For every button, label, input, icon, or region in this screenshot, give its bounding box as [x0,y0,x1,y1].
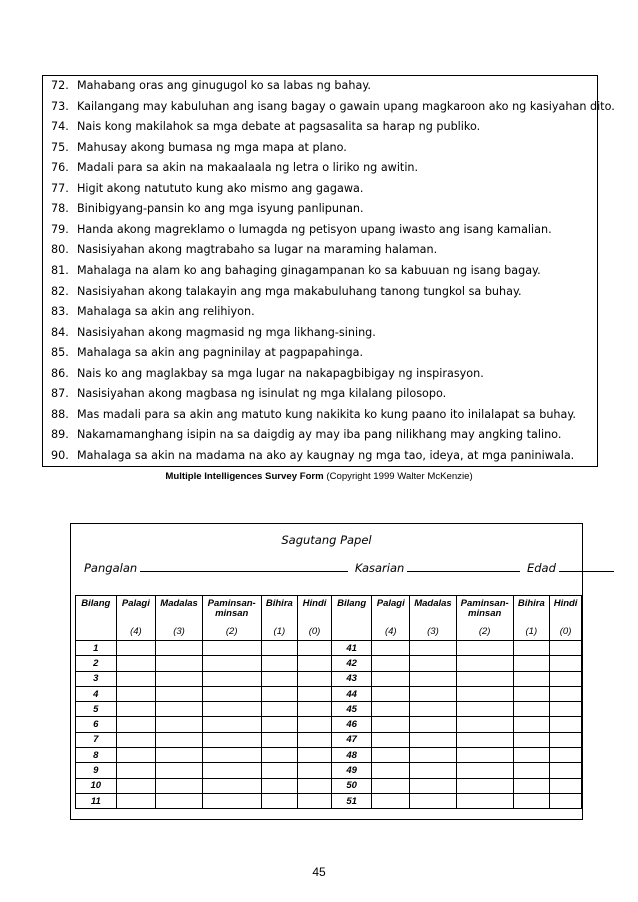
column-header [298,596,332,641]
answer-sheet-fields [84,560,617,575]
survey-item [51,202,364,216]
survey-item-number: 84. [51,325,69,339]
answer-cell[interactable] [550,732,582,747]
name-label: Pangalan [84,561,138,575]
column-header-label: Paminsan-minsan [207,598,256,619]
column-header [331,596,372,641]
answer-cell[interactable] [372,656,410,671]
column-header-label: Hindi [553,598,578,609]
survey-item-number: 88. [51,407,69,421]
column-header [456,596,513,641]
answer-cell[interactable] [156,656,203,671]
survey-item-number: 85. [51,346,69,360]
item-number-cell: 3 [76,671,117,686]
answer-cell[interactable] [298,656,332,671]
column-header-label: Bilang [337,598,367,609]
caption-copyright: (Copyright 1999 Walter McKenzie) [323,471,473,482]
survey-item-number: 78. [51,202,69,216]
survey-caption [0,471,638,482]
column-header-score: (1) [273,626,286,637]
answer-cell[interactable] [156,686,203,701]
survey-item-number: 80. [51,243,69,257]
answer-cell[interactable] [202,702,261,717]
table-row [76,656,582,671]
answer-cell[interactable] [202,641,261,656]
answer-cell[interactable] [410,641,457,656]
survey-item-text: Higit akong natututo kung ako mismo ang gagawa. [77,181,364,195]
item-number-cell: 5 [76,702,117,717]
answer-cell[interactable] [116,793,156,808]
survey-item-number: 87. [51,387,69,401]
table-row [76,671,582,686]
survey-item-text: Nasisiyahan akong magmasid ng mga likhang-sining. [77,325,376,339]
survey-item-text: Handa akong magreklamo o lumagda ng petisyon upang iwasto ang isang kamalian. [77,222,552,236]
answer-cell[interactable] [513,686,550,701]
column-header-label: Palagi [376,598,405,609]
answer-cell[interactable] [513,748,550,763]
item-number-cell: 7 [76,732,117,747]
item-number-cell: 8 [76,748,117,763]
page-number: 45 [312,865,326,879]
survey-item-text: Mahalaga sa akin ang relihiyon. [77,305,255,319]
item-number-cell: 46 [331,717,372,732]
item-number-cell: 41 [331,641,372,656]
answer-cell[interactable] [456,686,513,701]
answer-cell[interactable] [298,793,332,808]
answer-table-header [76,596,582,641]
table-row [76,641,582,656]
column-header-label: Paminsan-minsan [460,598,509,619]
column-header-score: (1) [525,626,538,637]
column-header-label: Palagi [121,598,150,609]
item-number-cell: 44 [331,686,372,701]
item-number-cell: 10 [76,778,117,793]
survey-item [51,120,480,134]
answer-cell[interactable] [513,641,550,656]
answer-cell[interactable] [513,717,550,732]
answer-cell[interactable] [202,763,261,778]
answer-cell[interactable] [116,702,156,717]
answer-cell[interactable] [372,763,410,778]
survey-item [51,285,522,299]
answer-cell[interactable] [261,778,298,793]
answer-cell[interactable] [156,778,203,793]
survey-item-number: 73. [51,99,69,113]
survey-item-number: 77. [51,181,69,195]
answer-cell[interactable] [550,717,582,732]
answer-cell[interactable] [410,686,457,701]
survey-item-number: 89. [51,428,69,442]
answer-cell[interactable] [550,778,582,793]
answer-cell[interactable] [410,763,457,778]
column-header-score: (0) [308,626,321,637]
item-number-cell: 9 [76,763,117,778]
column-header [202,596,261,641]
column-header [261,596,298,641]
column-header [116,596,156,641]
column-header-score: (4) [384,626,397,637]
answer-cell[interactable] [298,717,332,732]
survey-item [51,264,541,278]
answer-cell[interactable] [513,763,550,778]
answer-sheet-title: Sagutang Papel [281,533,372,547]
answer-cell[interactable] [116,656,156,671]
answer-cell[interactable] [202,656,261,671]
survey-item [51,428,561,442]
survey-item [51,243,437,257]
survey-item-text: Mahalaga na alam ko ang bahaging ginagampanan ko sa kabuuan ng isang bagay. [77,263,541,277]
answer-cell[interactable] [372,702,410,717]
answer-cell[interactable] [156,763,203,778]
caption-title: Multiple Intelligences Survey Form [165,471,324,482]
answer-cell[interactable] [261,656,298,671]
answer-cell[interactable] [513,656,550,671]
answer-cell[interactable] [202,748,261,763]
survey-item [51,305,255,319]
answer-cell[interactable] [372,748,410,763]
item-number-cell: 2 [76,656,117,671]
column-header [76,596,117,641]
column-header-score: (4) [130,626,142,637]
answer-cell[interactable] [456,732,513,747]
survey-item [51,387,446,401]
answer-cell[interactable] [116,671,156,686]
name-field[interactable] [140,560,348,572]
answer-cell[interactable] [261,763,298,778]
answer-table [75,595,582,809]
item-number-cell: 49 [331,763,372,778]
item-number-cell: 51 [331,793,372,808]
answer-cell[interactable] [298,732,332,747]
item-number-cell: 42 [331,656,372,671]
answer-cell[interactable] [456,763,513,778]
survey-item-text: Nais kong makilahok sa mga debate at pagsasalita sa harap ng publiko. [77,120,481,134]
table-row [76,717,582,732]
column-header-label: Hindi [302,598,327,609]
answer-cell[interactable] [202,778,261,793]
answer-cell[interactable] [116,748,156,763]
item-number-cell: 43 [331,671,372,686]
survey-item-number: 83. [51,305,69,319]
answer-cell[interactable] [550,686,582,701]
answer-cell[interactable] [410,671,457,686]
answer-cell[interactable] [410,793,457,808]
answer-cell[interactable] [116,778,156,793]
survey-item-text: Mas madali para sa akin ang matuto kung nakikita ko kung paano ito inilalapat sa buhay. [77,407,576,421]
answer-cell[interactable] [513,793,550,808]
survey-item [51,367,484,381]
answer-cell[interactable] [372,717,410,732]
table-row [76,748,582,763]
survey-item-number: 82. [51,284,69,298]
answer-cell[interactable] [202,732,261,747]
survey-item-number: 75. [51,140,69,154]
survey-item [51,161,418,175]
survey-item [51,100,615,114]
survey-item-number: 72. [51,79,69,92]
answer-cell[interactable] [298,686,332,701]
answer-cell[interactable] [550,748,582,763]
survey-item-text: Mahabang oras ang ginugugol ko sa labas ng bahay. [77,79,371,92]
item-number-cell: 11 [76,793,117,808]
survey-item [51,182,363,196]
answer-cell[interactable] [116,686,156,701]
survey-item-text: Nais ko ang maglakbay sa mga lugar na nakapagbibigay ng inspirasyon. [77,366,484,380]
sex-label: Kasarian [354,561,405,575]
answer-cell[interactable] [372,732,410,747]
answer-cell[interactable] [550,793,582,808]
answer-cell[interactable] [550,671,582,686]
survey-item-text: Binibigyang-pansin ko ang mga isyung panlipunan. [77,202,364,216]
answer-cell[interactable] [410,778,457,793]
item-number-cell: 50 [331,778,372,793]
answer-cell[interactable] [513,778,550,793]
survey-item-text: Kailangang may kabuluhan ang isang bagay o gawain upang magkaroon ako ng kasiyahan dito. [77,99,615,113]
survey-item-number: 86. [51,366,69,380]
answer-cell[interactable] [202,717,261,732]
answer-cell[interactable] [550,641,582,656]
answer-cell[interactable] [456,748,513,763]
survey-item-number: 74. [51,120,69,134]
survey-item [51,79,371,93]
answer-cell[interactable] [372,686,410,701]
answer-cell[interactable] [156,748,203,763]
survey-item-text: Mahalaga sa akin ang pagninilay at pagpapahinga. [77,346,364,360]
answer-cell[interactable] [156,671,203,686]
survey-item-text: Mahusay akong bumasa ng mga mapa at plano. [77,140,347,154]
answer-cell[interactable] [202,686,261,701]
item-number-cell: 47 [331,732,372,747]
survey-item [51,346,363,360]
age-label: Edad [526,561,556,575]
answer-cell[interactable] [116,717,156,732]
survey-item-text: Nasisiyahan akong talakayin ang mga makabuluhang tanong tungkol sa buhay. [77,284,522,298]
item-number-cell: 45 [331,702,372,717]
column-header-score: (3) [427,626,439,637]
answer-cell[interactable] [513,732,550,747]
answer-cell[interactable] [550,702,582,717]
answer-cell[interactable] [410,748,457,763]
table-row [76,778,582,793]
survey-item-number: 81. [51,263,69,277]
column-header [410,596,457,641]
answer-cell[interactable] [410,717,457,732]
sex-field[interactable] [407,560,520,572]
survey-items-box [42,75,615,467]
survey-item-number: 76. [51,161,69,175]
column-header-score: (0) [559,626,572,637]
survey-item-text: Nakamamanghang isipin na sa daigdig ay may iba pang nilikhang may angking talino. [77,428,562,442]
survey-item-text: Mahalaga sa akin na madama na ako ay kaugnay ng mga tao, ideya, at mga paniniwala. [77,448,575,462]
column-header-label: Bihira [265,598,293,609]
answer-cell[interactable] [298,748,332,763]
answer-cell[interactable] [156,641,203,656]
answer-cell[interactable] [261,793,298,808]
answer-cell[interactable] [116,641,156,656]
answer-cell[interactable] [550,656,582,671]
answer-cell[interactable] [456,717,513,732]
answer-cell[interactable] [456,671,513,686]
item-number-cell: 48 [331,748,372,763]
survey-item [51,408,576,422]
column-header-label: Bilang [81,598,111,609]
survey-item [51,141,347,155]
answer-cell[interactable] [513,702,550,717]
column-header-label: Bihira [517,598,545,609]
column-header-score: (3) [173,626,185,637]
answer-cell[interactable] [298,763,332,778]
answer-cell[interactable] [298,702,332,717]
answer-cell[interactable] [372,641,410,656]
answer-cell[interactable] [456,641,513,656]
survey-item-number: 79. [51,222,69,236]
answer-cell[interactable] [116,732,156,747]
answer-cell[interactable] [456,656,513,671]
table-row [76,732,582,747]
survey-item [51,326,376,340]
column-header [156,596,203,641]
answer-cell[interactable] [298,778,332,793]
answer-cell[interactable] [116,763,156,778]
survey-item-number: 90. [51,448,69,462]
answer-cell[interactable] [261,686,298,701]
answer-cell[interactable] [261,641,298,656]
answer-cell[interactable] [156,717,203,732]
column-header [513,596,550,641]
answer-cell[interactable] [261,748,298,763]
column-header-score: (2) [225,626,238,637]
answer-cell[interactable] [156,793,203,808]
answer-cell[interactable] [372,793,410,808]
age-field[interactable] [559,560,614,572]
answer-cell[interactable] [372,671,410,686]
column-header-score: (2) [478,626,491,637]
answer-cell[interactable] [456,778,513,793]
survey-item-text: Madali para sa akin na makaalaala ng letra o liriko ng awitin. [77,161,419,175]
answer-sheet [70,523,583,820]
item-number-cell: 4 [76,686,117,701]
answer-cell[interactable] [550,763,582,778]
answer-cell[interactable] [410,656,457,671]
answer-cell[interactable] [261,671,298,686]
item-number-cell: 1 [76,641,117,656]
survey-item-text: Nasisiyahan akong magtrabaho sa lugar na maraming halaman. [77,243,438,257]
answer-cell[interactable] [372,778,410,793]
answer-cell[interactable] [156,702,203,717]
answer-cell[interactable] [456,793,513,808]
answer-cell[interactable] [513,671,550,686]
column-header [550,596,582,641]
table-row [76,763,582,778]
answer-cell[interactable] [202,671,261,686]
survey-item-text: Nasisiyahan akong magbasa ng isinulat ng mga kilalang pilosopo. [77,387,447,401]
table-row [76,686,582,701]
table-row [76,793,582,808]
column-header-label: Madalas [160,598,198,609]
answer-cell[interactable] [410,732,457,747]
answer-cell[interactable] [261,702,298,717]
survey-item [51,223,552,237]
answer-cell[interactable] [298,671,332,686]
table-row [76,702,582,717]
survey-item [51,449,574,463]
answer-cell[interactable] [202,793,261,808]
column-header [372,596,410,641]
answer-cell[interactable] [261,732,298,747]
answer-cell[interactable] [410,702,457,717]
item-number-cell: 6 [76,717,117,732]
answer-cell[interactable] [261,717,298,732]
answer-cell[interactable] [298,641,332,656]
column-header-label: Madalas [414,598,452,609]
answer-cell[interactable] [456,702,513,717]
answer-cell[interactable] [156,732,203,747]
